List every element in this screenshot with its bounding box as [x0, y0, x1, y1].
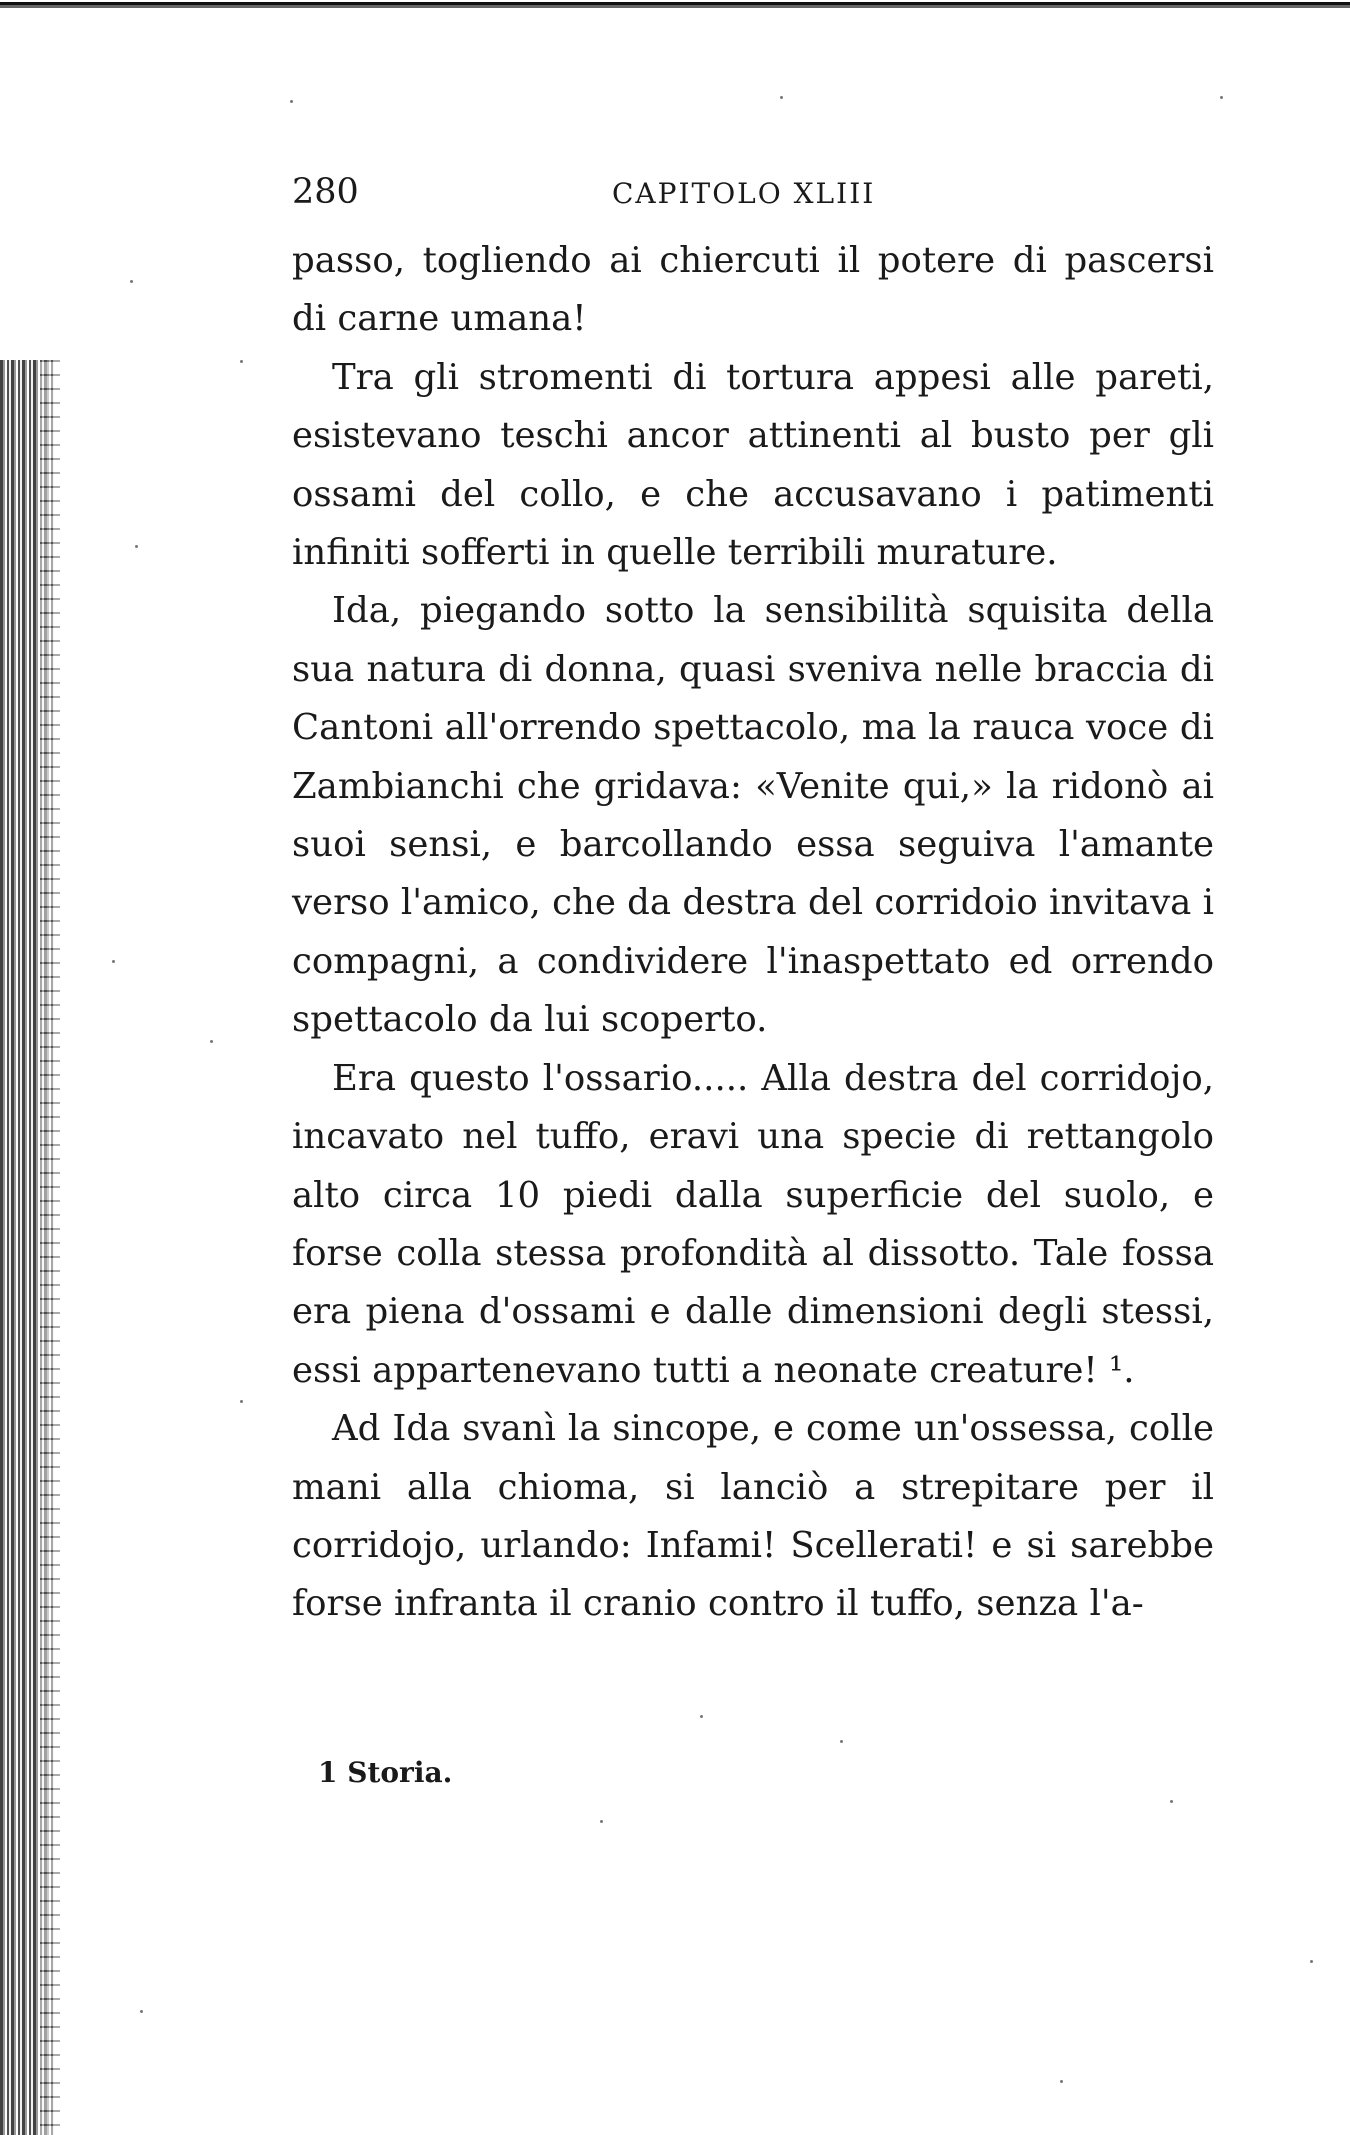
scan-speck: [112, 960, 115, 963]
scan-speck: [135, 545, 138, 548]
running-head: CAPITOLO XLIII: [612, 177, 876, 210]
top-scan-border: [0, 2, 1350, 8]
scan-speck: [290, 100, 293, 103]
scan-speck: [140, 2010, 143, 2013]
body-text: [292, 232, 1214, 1634]
paragraph: Ida, piegando sotto la sensibilità squisita della sua natura di donna, quasi sveniva nelle braccia di Cantoni all'orrendo spettacolo, ma la rauca voce di Zambianchi che gridava: «Venite qui,» la ridonò ai suoi sensi, e barcollando essa seguiva l'amante verso l'amico, che da destra del corridoio invitava i compagni, a condividere l'inaspettato ed orrendo spettacolo da lui scoperto.: [292, 590, 1214, 1041]
paragraph-continued: passo, togliendo ai chiercuti il potere di pascersi di carne umana!: [292, 240, 1214, 340]
scan-speck: [1060, 2080, 1063, 2083]
scan-speck: [600, 1820, 603, 1823]
scan-speck: [1220, 96, 1223, 99]
footnote: 1 Storia.: [318, 1756, 453, 1789]
scan-speck: [840, 1740, 843, 1743]
page-number: 280: [292, 172, 359, 212]
paragraph: Ad Ida svanì la sincope, e come un'ossessa, colle mani alla chioma, si lanciò a strepitare per il corridojo, urlando: Infami! Scellerati! e si sarebbe forse infranta il cranio contro il tuffo, senza l'a-: [292, 1408, 1214, 1625]
page-header: [292, 172, 1232, 218]
paragraph: Era questo l'ossario..... Alla destra del corridojo, incavato nel tuffo, eravi una specie di rettangolo alto circa 10 piedi dalla superficie del suolo, e forse colla stessa profondità al dissotto. Tale fossa era piena d'ossami e dalle dimensioni degli stessi, essi appartenevano tutti a neonate creature! ¹.: [292, 1057, 1214, 1391]
scan-speck: [700, 1715, 703, 1718]
scan-speck: [130, 280, 133, 283]
scan-speck: [210, 1040, 213, 1043]
scan-speck: [1170, 1800, 1173, 1803]
left-binding-shadow: [40, 360, 60, 2135]
scan-speck: [1310, 1960, 1313, 1963]
scan-speck: [240, 1400, 243, 1403]
scan-speck: [240, 360, 243, 363]
paragraph: Tra gli stromenti di tortura appesi alle pareti, esistevano teschi ancor attinenti al busto per gli ossami del collo, e che accusavano i patimenti infiniti sofferti in quelle terribili murature.: [292, 356, 1214, 574]
scan-speck: [780, 96, 783, 99]
